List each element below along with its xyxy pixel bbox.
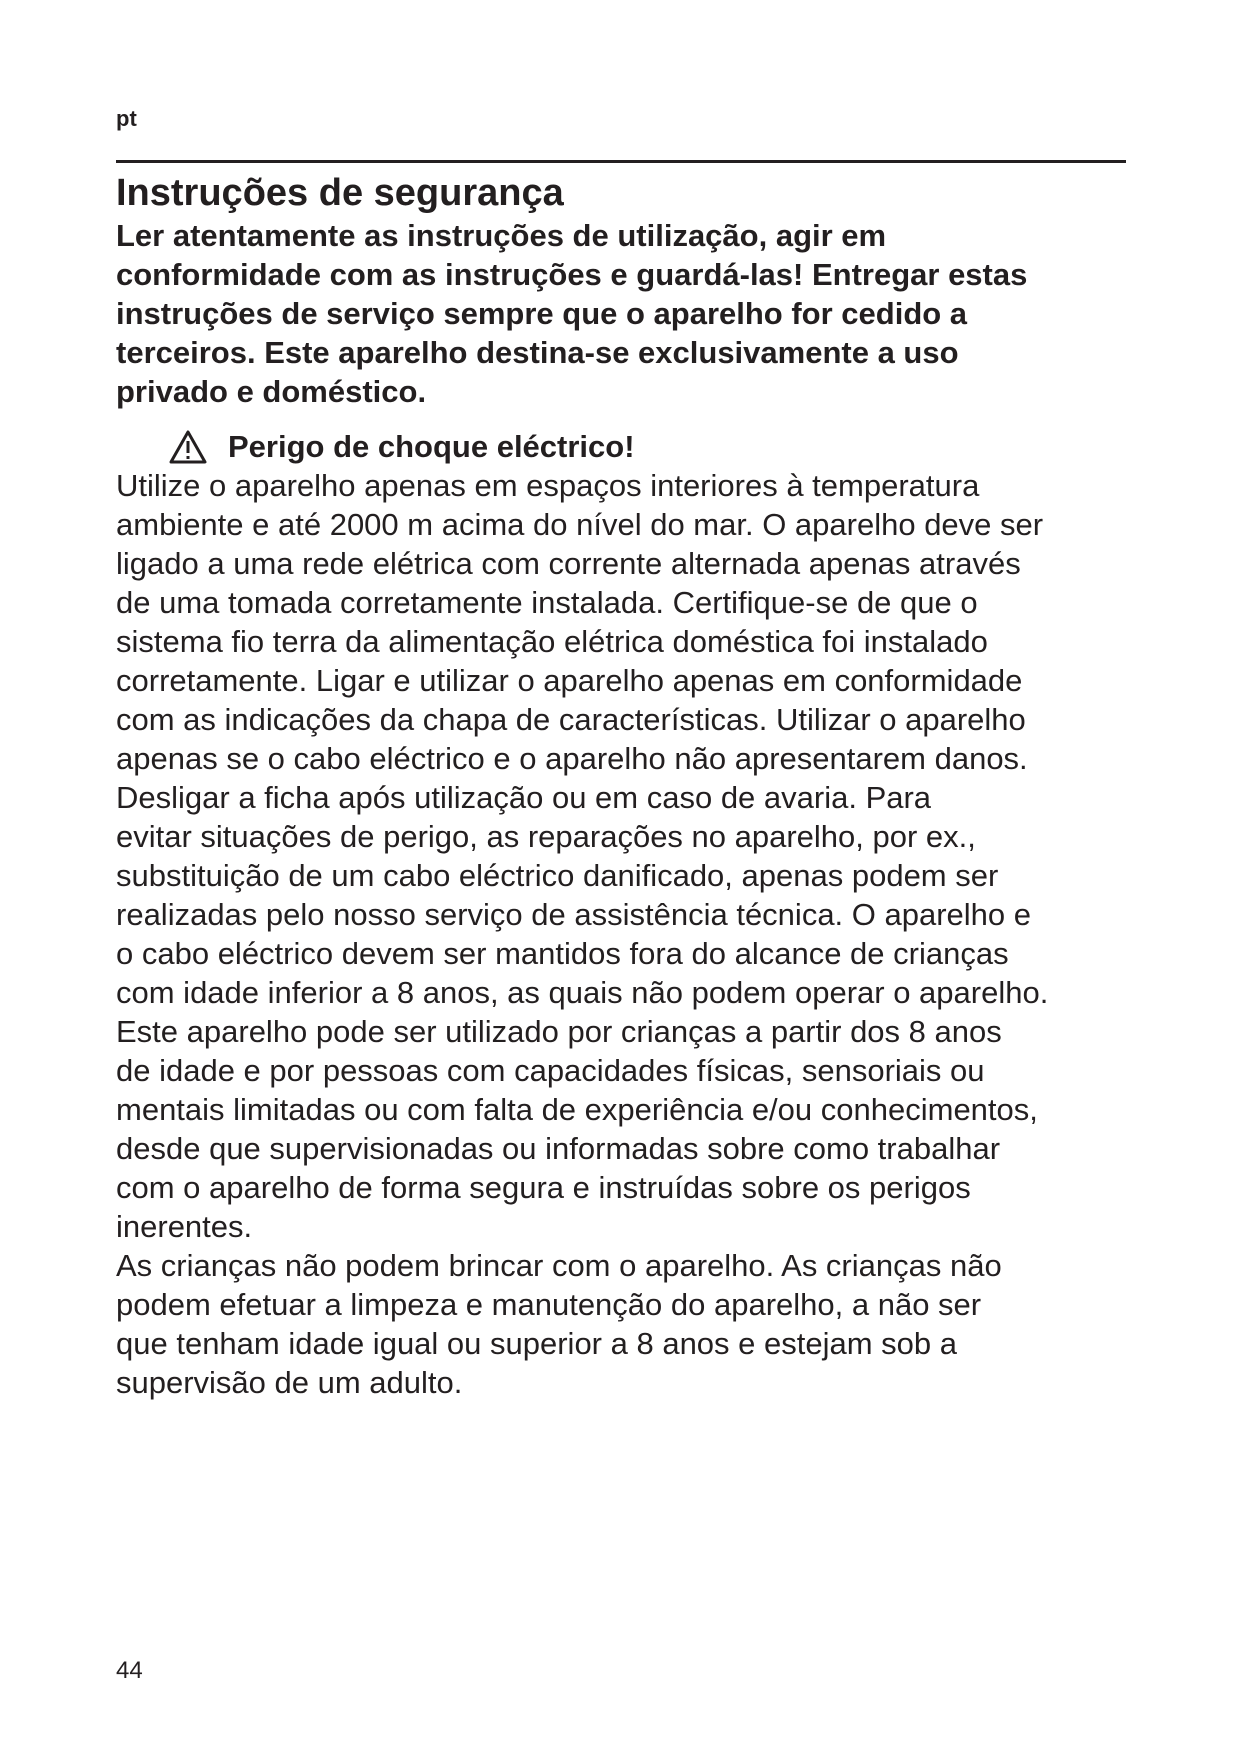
body-line: com as indicações da chapa de características. Utilizar o aparelho — [116, 702, 1026, 737]
body-line: evitar situações de perigo, as reparações no aparelho, por ex., — [116, 819, 976, 854]
body-line: Utilize o aparelho apenas em espaços interiores à temperatura — [116, 468, 980, 503]
intro-line: terceiros. Este aparelho destina-se exclusivamente a uso — [116, 335, 959, 370]
body-line: As crianças não podem brincar com o aparelho. As crianças não — [116, 1248, 1002, 1283]
body-line: supervisão de um adulto. — [116, 1365, 463, 1400]
intro-line: instruções de serviço sempre que o aparelho for cedido a — [116, 296, 968, 331]
warning-heading-text: Perigo de choque eléctrico! — [228, 429, 635, 464]
body-line: com idade inferior a 8 anos, as quais não podem operar o aparelho. — [116, 975, 1049, 1010]
body-line: de uma tomada corretamente instalada. Certifique-se de que o — [116, 585, 978, 620]
body-line: apenas se o cabo eléctrico e o aparelho não apresentarem danos. — [116, 741, 1028, 776]
body-line: de idade e por pessoas com capacidades físicas, sensoriais ou — [116, 1053, 985, 1088]
body-line: sistema fio terra da alimentação elétrica doméstica foi instalado — [116, 624, 988, 659]
body-line: que tenham idade igual ou superior a 8 anos e estejam sob a — [116, 1326, 958, 1361]
intro-line: privado e doméstico. — [116, 374, 427, 409]
body-line: podem efetuar a limpeza e manutenção do aparelho, a não ser — [116, 1287, 982, 1322]
warning-heading — [168, 427, 1136, 466]
warning-triangle-icon — [168, 429, 208, 465]
intro-paragraph — [116, 216, 1136, 411]
header-rule — [116, 160, 1126, 163]
warning-body — [116, 466, 1136, 1402]
body-line: o cabo eléctrico devem ser mantidos fora do alcance de crianças — [116, 936, 1009, 971]
intro-line: conformidade com as instruções e guardá-las! Entregar estas — [116, 257, 1028, 292]
body-line: corretamente. Ligar e utilizar o aparelho apenas em conformidade — [116, 663, 1023, 698]
language-tag: pt — [116, 106, 137, 131]
section-title: Instruções de segurança — [116, 172, 564, 214]
body-line: ligado a uma rede elétrica com corrente alternada apenas através — [116, 546, 1021, 581]
safety-section — [116, 170, 1136, 1402]
intro-line: Ler atentamente as instruções de utilização, agir em — [116, 218, 887, 253]
body-line: com o aparelho de forma segura e instruídas sobre os perigos — [116, 1170, 971, 1205]
body-line: desde que supervisionadas ou informadas sobre como trabalhar — [116, 1131, 1001, 1166]
page-number: 44 — [116, 1657, 143, 1684]
body-line: inerentes. — [116, 1209, 253, 1244]
body-line: substituição de um cabo eléctrico danificado, apenas podem ser — [116, 858, 999, 893]
body-line: realizadas pelo nosso serviço de assistência técnica. O aparelho e — [116, 897, 1032, 932]
body-line: ambiente e até 2000 m acima do nível do mar. O aparelho deve ser — [116, 507, 1044, 542]
body-line: Desligar a ficha após utilização ou em caso de avaria. Para — [116, 780, 932, 815]
body-line: mentais limitadas ou com falta de experiência e/ou conhecimentos, — [116, 1092, 1038, 1127]
body-line: Este aparelho pode ser utilizado por crianças a partir dos 8 anos — [116, 1014, 1002, 1049]
